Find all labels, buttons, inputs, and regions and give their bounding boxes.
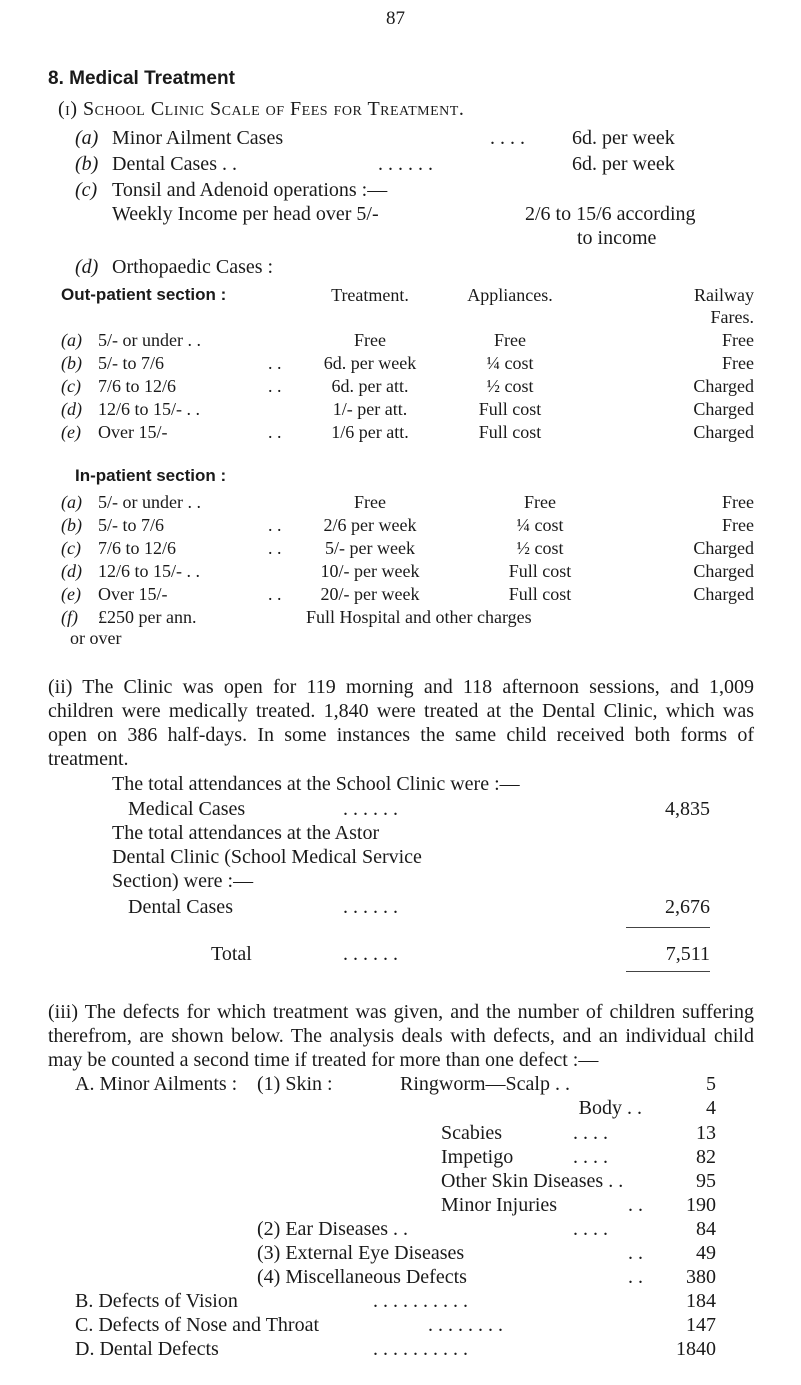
defect-value: 147 bbox=[686, 1314, 716, 1336]
defects-paragraph: (iii) The defects for which treatment was given, and the number of children suffering therefrom, are shown below. The analysis deals with defects, and an individual child may be counted a second time if treated for more than one defect :— bbox=[48, 1001, 754, 1071]
fees-scale-title: (i) School Clinic Scale of Fees for Treatment. bbox=[58, 98, 465, 120]
row-income: 5/- or under . . bbox=[98, 492, 201, 512]
defect-dots: . . . . . . . . . . bbox=[373, 1290, 468, 1312]
page-number: 87 bbox=[386, 8, 405, 29]
row-fares: Free bbox=[722, 330, 754, 350]
row-fares: Free bbox=[722, 353, 754, 373]
row-full-charges: Full Hospital and other charges bbox=[306, 607, 532, 627]
defect-label: (2) Ear Diseases . . bbox=[257, 1218, 409, 1240]
row-income: Over 15/- bbox=[98, 422, 168, 442]
fee-item-letter: (c) bbox=[75, 179, 98, 201]
row-treatment: 1/6 per att. bbox=[331, 422, 409, 442]
row-income: 5/- to 7/6 bbox=[98, 515, 164, 535]
row-treatment: 20/- per week bbox=[320, 584, 420, 604]
subtotal-rule bbox=[626, 927, 710, 928]
inpatient-title: In-patient section : bbox=[75, 466, 227, 485]
row-letter: (c) bbox=[61, 376, 81, 396]
fee-item-letter: (b) bbox=[75, 153, 99, 175]
fee-item-label: Tonsil and Adenoid operations :— bbox=[112, 179, 388, 201]
row-dots: . . bbox=[268, 584, 282, 604]
defect-dots: . . bbox=[628, 1242, 643, 1264]
clinic-sessions-paragraph: (ii) The Clinic was open for 119 morning and 118 afternoon sessions, and 1,009 children were medically treated. 1,840 were treated at the Dental Clinic, which was open on 386 half-days. In some instances the same child received both forms of treatment. bbox=[48, 676, 754, 770]
col-header-appliances: Appliances. bbox=[467, 285, 553, 305]
defect-dots: . . . . bbox=[573, 1218, 608, 1240]
row-income: 12/6 to 15/- . . bbox=[98, 561, 200, 581]
col-header-fares: Fares. bbox=[710, 307, 754, 327]
row-letter: (b) bbox=[61, 515, 82, 535]
dental-cases-label: Dental Cases bbox=[128, 896, 233, 918]
row-income: 7/6 to 12/6 bbox=[98, 376, 177, 396]
defect-dots: . . . . . . . . . . bbox=[373, 1338, 468, 1360]
defect-value: 380 bbox=[686, 1266, 716, 1288]
defect-value: 82 bbox=[696, 1146, 716, 1168]
fee-item-label: Dental Cases . . bbox=[112, 153, 237, 175]
medical-cases-label: Medical Cases bbox=[128, 798, 246, 820]
row-appliances: Free bbox=[524, 492, 556, 512]
row-appliances: Full cost bbox=[508, 584, 572, 604]
row-income: 7/6 to 12/6 bbox=[98, 538, 177, 558]
attendances-intro: The total attendances at the School Clinic were :— bbox=[112, 773, 520, 795]
row-appliances: Full cost bbox=[508, 561, 572, 581]
row-appliances: Free bbox=[494, 330, 526, 350]
skin-label: (1) Skin : bbox=[257, 1073, 333, 1095]
row-appliances: ½ cost bbox=[486, 376, 534, 396]
row-treatment: 6d. per att. bbox=[331, 376, 409, 396]
defect-label: Ringworm—Scalp . . bbox=[400, 1073, 570, 1095]
col-header-railway: Railway bbox=[694, 285, 754, 305]
total-value: 7,511 bbox=[665, 943, 710, 965]
outpatient-title: Out-patient section : bbox=[61, 285, 227, 304]
defect-value: 190 bbox=[686, 1194, 716, 1216]
row-letter: (f) bbox=[61, 607, 78, 627]
row-letter: (e) bbox=[61, 584, 81, 604]
row-treatment: 1/- per att. bbox=[332, 399, 408, 419]
defect-label: Other Skin Diseases . . bbox=[441, 1170, 624, 1192]
row-income: 5/- or under . . bbox=[98, 330, 201, 350]
defect-dots: . . bbox=[628, 1194, 643, 1216]
row-treatment: 10/- per week bbox=[320, 561, 420, 581]
row-letter: (b) bbox=[61, 353, 82, 373]
defect-category-label: B. Defects of Vision bbox=[75, 1290, 238, 1312]
defect-label: Scabies bbox=[441, 1122, 503, 1144]
row-fares: Charged bbox=[693, 399, 754, 419]
defect-category-label: C. Defects of Nose and Throat bbox=[75, 1314, 320, 1336]
row-appliances: ½ cost bbox=[516, 538, 564, 558]
defect-value: 13 bbox=[696, 1122, 716, 1144]
row-dots: . . bbox=[268, 422, 282, 442]
defect-label: Body . . bbox=[578, 1097, 642, 1119]
medical-cases-value: 4,835 bbox=[665, 798, 710, 820]
fee-item-value: 6d. per week bbox=[572, 127, 675, 149]
astor-line-1: The total attendances at the Astor bbox=[112, 822, 380, 844]
row-letter: (e) bbox=[61, 422, 81, 442]
astor-line-3: Section) were :— bbox=[112, 870, 254, 892]
row-fares: Charged bbox=[693, 376, 754, 396]
defect-value: 84 bbox=[696, 1218, 716, 1240]
defect-dots: . . . . bbox=[573, 1122, 608, 1144]
fee-item-value-cont: to income bbox=[577, 227, 657, 249]
row-income: £250 per ann. bbox=[98, 607, 197, 627]
defect-value: 49 bbox=[696, 1242, 716, 1264]
row-fares: Charged bbox=[693, 422, 754, 442]
row-letter: (a) bbox=[61, 492, 82, 512]
row-appliances: Full cost bbox=[478, 422, 542, 442]
row-fares: Charged bbox=[693, 561, 754, 581]
section-heading: 8. Medical Treatment bbox=[48, 68, 235, 89]
row-letter: (a) bbox=[61, 330, 82, 350]
row-treatment: 2/6 per week bbox=[323, 515, 417, 535]
total-label: Total bbox=[211, 943, 252, 965]
fee-item-value: 6d. per week bbox=[572, 153, 675, 175]
defect-label: Impetigo bbox=[441, 1146, 514, 1168]
row-letter: (c) bbox=[61, 538, 81, 558]
row-income: 12/6 to 15/- . . bbox=[98, 399, 200, 419]
row-dots: . . bbox=[268, 538, 282, 558]
row-treatment: 6d. per week bbox=[323, 353, 417, 373]
defect-category-label: D. Dental Defects bbox=[75, 1338, 219, 1360]
defect-label: (3) External Eye Diseases bbox=[257, 1242, 465, 1264]
col-header-treatment: Treatment. bbox=[331, 285, 409, 305]
fee-item-letter: (d) bbox=[75, 256, 99, 278]
row-appliances: ¼ cost bbox=[486, 353, 534, 373]
defect-value: 5 bbox=[706, 1073, 716, 1095]
row-income: Over 15/- bbox=[98, 584, 168, 604]
fee-item-leader: . . . . bbox=[490, 127, 525, 149]
defect-label: (4) Miscellaneous Defects bbox=[257, 1266, 467, 1288]
row-treatment: Free bbox=[354, 330, 386, 350]
total-rule bbox=[626, 971, 710, 972]
defect-dots: . . bbox=[628, 1266, 643, 1288]
row-appliances: ¼ cost bbox=[516, 515, 564, 535]
minor-ailments-label: A. Minor Ailments : bbox=[75, 1073, 238, 1095]
row-dots: . . bbox=[268, 515, 282, 535]
dental-cases-dots: . . . . . . bbox=[343, 896, 398, 918]
defect-value: 184 bbox=[686, 1290, 716, 1312]
medical-cases-dots: . . . . . . bbox=[343, 798, 398, 820]
defect-label: Minor Injuries bbox=[441, 1194, 558, 1216]
row-dots: . . bbox=[268, 353, 282, 373]
defect-value: 95 bbox=[696, 1170, 716, 1192]
row-fares: Charged bbox=[693, 538, 754, 558]
row-letter: (d) bbox=[61, 561, 82, 581]
fee-item-value: 2/6 to 15/6 according bbox=[525, 203, 696, 225]
row-treatment: 5/- per week bbox=[325, 538, 415, 558]
defect-dots: . . . . . . . . bbox=[428, 1314, 503, 1336]
row-letter: (d) bbox=[61, 399, 82, 419]
row-dots: . . bbox=[268, 376, 282, 396]
row-fares: Free bbox=[722, 515, 754, 535]
fee-item-label: Minor Ailment Cases bbox=[112, 127, 284, 149]
fee-item-label: Orthopaedic Cases : bbox=[112, 256, 274, 278]
row-fares: Free bbox=[722, 492, 754, 512]
fee-item-label: Weekly Income per head over 5/- bbox=[112, 203, 379, 225]
astor-line-2: Dental Clinic (School Medical Service bbox=[112, 846, 422, 868]
fee-item-leader: . . . . . . bbox=[378, 153, 433, 175]
total-dots: . . . . . . bbox=[343, 943, 398, 965]
defect-dots: . . . . bbox=[573, 1146, 608, 1168]
row-fares: Charged bbox=[693, 584, 754, 604]
dental-cases-value: 2,676 bbox=[665, 896, 710, 918]
row-income-cont: or over bbox=[70, 628, 122, 648]
fee-item-letter: (a) bbox=[75, 127, 99, 149]
defect-value: 4 bbox=[706, 1097, 716, 1119]
row-treatment: Free bbox=[354, 492, 386, 512]
defect-value: 1840 bbox=[676, 1338, 716, 1360]
row-income: 5/- to 7/6 bbox=[98, 353, 164, 373]
row-appliances: Full cost bbox=[478, 399, 542, 419]
